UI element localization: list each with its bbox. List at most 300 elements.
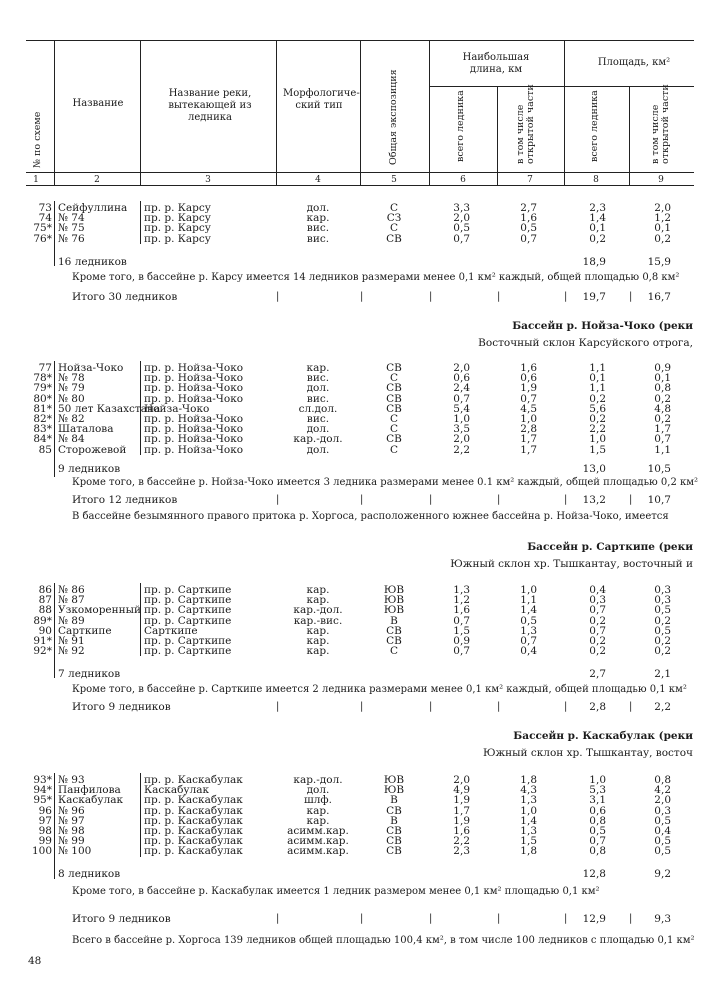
morph-type: асимм.кар. <box>287 845 349 858</box>
length-total: 1,0 <box>453 413 470 425</box>
river-name: пр. р. Карсу <box>144 212 211 225</box>
area-open: 0,5 <box>654 624 671 637</box>
length-open: 1,7 <box>520 443 537 456</box>
length-open: 0,7 <box>520 392 537 405</box>
area-total: 3,1 <box>589 794 606 807</box>
area-open: 0,1 <box>654 222 671 235</box>
length-open: 1,4 <box>520 604 537 617</box>
morph-type: сл.дол. <box>298 402 338 415</box>
column-tick: | <box>629 291 633 302</box>
area-open: 1,1 <box>654 443 671 456</box>
area-total: 0,2 <box>589 232 606 245</box>
row-number: 98 <box>38 825 52 837</box>
area-total: 1,4 <box>589 212 606 225</box>
morph-type: асимм.кар. <box>287 825 349 837</box>
header-col5: Общая экспозиция <box>388 69 399 165</box>
subtotal-area: 2,7 <box>589 668 606 680</box>
morph-type: дол. <box>306 382 330 395</box>
river-name: пр. р. Нойза-Чоко <box>144 413 244 425</box>
glacier-name: № 98 <box>58 825 85 837</box>
length-open: 1,1 <box>520 594 537 607</box>
river-name: пр. р. Сарткипе <box>144 635 232 647</box>
morph-type: вис. <box>306 222 330 235</box>
river-name: пр. р. Нойза-Чоко <box>144 392 244 405</box>
length-open: 0,5 <box>520 614 537 627</box>
glacier-name: № 76 <box>58 232 85 245</box>
length-total: 3,5 <box>453 423 470 436</box>
column-tick: | <box>629 913 633 924</box>
section-total-label: Итого 30 ледников <box>72 291 178 303</box>
river-name: пр. р. Нойза-Чоко <box>144 362 244 374</box>
row-divider <box>54 201 55 266</box>
river-name: пр. р. Нойза-Чоко <box>144 433 244 446</box>
col-divider <box>140 40 141 185</box>
row-number: 96 <box>38 804 52 817</box>
glacier-name: № 91 <box>58 635 85 647</box>
river-name: пр. р. Нойза-Чоко <box>144 372 244 385</box>
area-total: 1,0 <box>589 774 606 786</box>
area-open: 0,3 <box>654 594 671 607</box>
area-total: 0,2 <box>589 392 606 405</box>
length-total: 1,6 <box>453 604 470 617</box>
river-name: пр. р. Каскабулак <box>144 804 243 817</box>
area-open: 0,2 <box>654 614 671 627</box>
length-open: 1,8 <box>520 774 537 786</box>
column-tick: | <box>360 913 364 924</box>
glacier-name: Панфилова <box>58 784 121 797</box>
length-total: 2,3 <box>453 845 470 858</box>
area-total: 5,6 <box>589 402 606 415</box>
col-divider <box>429 40 430 185</box>
morph-type: вис. <box>306 413 330 425</box>
morph-type: кар. <box>306 362 330 374</box>
column-tick: | <box>497 291 501 302</box>
glacier-name: № 80 <box>58 392 85 405</box>
length-open: 1,9 <box>520 382 537 395</box>
length-open: 0,6 <box>520 372 537 385</box>
length-total: 2,2 <box>453 835 470 848</box>
row-number: 84* <box>33 433 52 446</box>
exposure: В <box>390 814 398 827</box>
section-total-area: 13,2 <box>582 494 606 506</box>
row-number: 93* <box>33 774 52 786</box>
river-name: пр. р. Сарткипе <box>144 584 232 596</box>
length-open: 1,6 <box>520 362 537 374</box>
area-total: 0,6 <box>589 804 606 817</box>
length-open: 0,5 <box>520 222 537 235</box>
area-open: 0,7 <box>654 433 671 446</box>
header-col1: № по схеме <box>32 111 43 168</box>
section-total-area: 19,7 <box>582 291 606 303</box>
row-divider <box>140 583 141 656</box>
exposure: СВ <box>386 382 402 395</box>
glacier-name: № 92 <box>58 645 85 658</box>
area-open: 2,0 <box>654 202 671 214</box>
area-total: 0,2 <box>589 614 606 627</box>
column-tick: | <box>429 913 433 924</box>
area-total: 0,2 <box>589 413 606 425</box>
length-open: 1,0 <box>520 413 537 425</box>
length-open: 2,8 <box>520 423 537 436</box>
col-divider <box>497 86 498 185</box>
area-open: 0,8 <box>654 774 671 786</box>
exposure: ЮВ <box>383 584 405 596</box>
glacier-name: № 89 <box>58 614 85 627</box>
row-number: 88 <box>38 604 52 617</box>
header-length-group: Наибольшая длина, км <box>462 52 530 75</box>
header-length-total: всего ледника <box>455 90 466 162</box>
glacier-name: № 97 <box>58 814 85 827</box>
exposure: СВ <box>386 635 402 647</box>
row-divider <box>54 773 55 879</box>
subtotal-label: 9 ледников <box>58 463 121 475</box>
column-number: 2 <box>94 175 100 185</box>
area-total: 0,8 <box>589 845 606 858</box>
column-tick: | <box>564 701 568 712</box>
area-open: 1,7 <box>654 423 671 436</box>
area-open: 0,2 <box>654 645 671 658</box>
morph-type: кар.-дол. <box>293 774 343 786</box>
subtotal-label: 7 ледников <box>58 668 121 680</box>
subtotal-open: 9,2 <box>654 868 671 880</box>
column-tick: | <box>564 291 568 302</box>
section-title: Бассейн р. Каскабулак (реки <box>513 730 693 742</box>
grand-total: Всего в бассейне р. Хоргоса 139 ледников общей площадью 100,4 км², в том числе 100 ледников с площадью 0,1 км² <box>72 935 695 946</box>
glacier-name: № 87 <box>58 594 85 607</box>
area-open: 0,9 <box>654 362 671 374</box>
header-col3: Название реки, вытекающей из ледника <box>168 88 252 123</box>
area-open: 0,2 <box>654 232 671 245</box>
area-open: 0,2 <box>654 413 671 425</box>
row-number: 94* <box>33 784 52 797</box>
exposure: ЮВ <box>383 604 405 617</box>
length-total: 2,0 <box>453 774 470 786</box>
length-total: 2,4 <box>453 382 470 395</box>
column-number: 8 <box>593 175 599 185</box>
morph-type: вис. <box>306 232 330 245</box>
column-number: 1 <box>33 175 39 185</box>
river-name: пр. р. Каскабулак <box>144 774 243 786</box>
column-number: 6 <box>460 175 466 185</box>
header-area-open: в том числе открытой части <box>650 84 671 164</box>
column-tick: | <box>629 494 633 505</box>
exposure: СВ <box>386 232 402 245</box>
column-tick: | <box>360 701 364 712</box>
row-number: 87 <box>38 594 52 607</box>
length-total: 1,2 <box>453 594 470 607</box>
length-total: 4,9 <box>453 784 470 797</box>
area-open: 0,3 <box>654 804 671 817</box>
area-total: 1,5 <box>589 443 606 456</box>
length-total: 0,7 <box>453 614 470 627</box>
header-col2: Название <box>72 98 124 109</box>
length-open: 2,7 <box>520 202 537 214</box>
length-total: 1,9 <box>453 814 470 827</box>
glacier-name: № 99 <box>58 835 85 848</box>
header-col4: Морфологиче-ский тип <box>283 88 360 111</box>
glacier-name: № 82 <box>58 413 85 425</box>
area-total: 2,2 <box>589 423 606 436</box>
length-open: 1,0 <box>520 804 537 817</box>
exposure: СВ <box>386 362 402 374</box>
length-open: 1,6 <box>520 212 537 225</box>
row-number: 92* <box>33 645 52 658</box>
length-open: 4,5 <box>520 402 537 415</box>
length-open: 0,4 <box>520 645 537 658</box>
col-divider <box>276 40 277 185</box>
exposure: В <box>390 614 398 627</box>
river-name: пр. р. Каскабулак <box>144 794 243 807</box>
morph-type: кар. <box>306 635 330 647</box>
exposure: С <box>389 372 399 385</box>
length-total: 5,4 <box>453 402 470 415</box>
length-open: 4,3 <box>520 784 537 797</box>
column-tick: | <box>564 494 568 505</box>
subtotal-area: 18,9 <box>582 256 606 268</box>
length-total: 1,6 <box>453 825 470 837</box>
river-name: пр. р. Каскабулак <box>144 825 243 837</box>
area-total: 0,1 <box>589 222 606 235</box>
row-number: 97 <box>38 814 52 827</box>
length-total: 2,0 <box>453 433 470 446</box>
area-total: 0,2 <box>589 635 606 647</box>
river-name: Сарткипе <box>144 624 198 637</box>
subtotal-label: 16 ледников <box>58 256 127 268</box>
row-number: 85 <box>38 443 52 456</box>
exposure: ЮВ <box>383 594 405 607</box>
row-number: 79* <box>33 382 52 395</box>
column-tick: | <box>360 291 364 302</box>
length-open: 1,5 <box>520 835 537 848</box>
section-total-open: 16,7 <box>647 291 671 303</box>
morph-type: кар.-дол. <box>293 604 343 617</box>
row-number: 77 <box>38 362 52 374</box>
column-number: 5 <box>391 175 397 185</box>
length-total: 1,5 <box>453 624 470 637</box>
exposure: С <box>389 222 399 235</box>
exposure: С <box>389 202 399 214</box>
morph-type: вис. <box>306 392 330 405</box>
morph-type: дол. <box>306 443 330 456</box>
column-tick: | <box>497 494 501 505</box>
exposure: ЮВ <box>383 784 405 797</box>
glacier-name: Нойза-Чоко <box>58 362 124 374</box>
morph-type: шлф. <box>304 794 332 807</box>
river-name: пр. р. Каскабулак <box>144 814 243 827</box>
section-note: Кроме того, в бассейне р. Сарткипе имеется 2 ледника размерами менее 0,1 км² каждый, общей площадью 0,1 км² <box>72 684 687 695</box>
row-number: 99 <box>38 835 52 848</box>
morph-type: дол. <box>306 784 330 797</box>
column-number: 9 <box>658 175 664 185</box>
row-number: 80* <box>33 392 52 405</box>
glacier-name: № 86 <box>58 584 85 596</box>
column-tick: | <box>276 291 280 302</box>
row-number: 76* <box>33 232 52 245</box>
column-number: 7 <box>527 175 533 185</box>
area-total: 0,7 <box>589 835 606 848</box>
subtotal-open: 10,5 <box>647 463 671 475</box>
column-tick: | <box>429 291 433 302</box>
length-total: 0,9 <box>453 635 470 647</box>
row-divider <box>54 361 55 477</box>
exposure: С <box>389 645 399 658</box>
section-total-label: Итого 9 ледников <box>72 913 171 925</box>
area-total: 0,5 <box>589 825 606 837</box>
morph-type: кар.-вис. <box>293 614 343 627</box>
col-divider <box>564 40 565 185</box>
length-total: 2,0 <box>453 362 470 374</box>
morph-type: кар. <box>306 645 330 658</box>
glacier-name: № 100 <box>58 845 92 858</box>
exposure: В <box>390 794 398 807</box>
morph-type: кар. <box>306 624 330 637</box>
river-name: пр. р. Карсу <box>144 232 211 245</box>
morph-type: кар. <box>306 212 330 225</box>
river-name: пр. р. Сарткипе <box>144 594 232 607</box>
length-open: 0,7 <box>520 635 537 647</box>
subtotal-open: 15,9 <box>647 256 671 268</box>
area-total: 0,8 <box>589 814 606 827</box>
column-tick: | <box>497 913 501 924</box>
header-num-rule <box>26 185 694 186</box>
glacier-name: Узкоморенный <box>58 604 141 617</box>
area-total: 0,1 <box>589 372 606 385</box>
row-divider <box>54 583 55 678</box>
area-open: 0,5 <box>654 835 671 848</box>
morph-type: кар. <box>306 814 330 827</box>
exposure: С <box>389 443 399 456</box>
section-extra-note: В бассейне безымянного правого притока р. Хоргоса, расположенного южнее бассейна р. Нойза-Чоко, имеется <box>72 511 669 522</box>
glacier-name: № 93 <box>58 774 85 786</box>
river-name: Нойза-Чоко <box>144 402 210 415</box>
area-open: 0,3 <box>654 584 671 596</box>
length-total: 1,9 <box>453 794 470 807</box>
glacier-name: Шаталова <box>58 423 114 436</box>
exposure: СВ <box>386 402 402 415</box>
river-name: пр. р. Нойза-Чоко <box>144 382 244 395</box>
length-total: 1,7 <box>453 804 470 817</box>
column-tick: | <box>360 494 364 505</box>
river-name: пр. р. Сарткипе <box>144 614 232 627</box>
section-subtitle: Восточный склон Карсуйского отрога, <box>478 337 693 349</box>
length-open: 1,8 <box>520 845 537 858</box>
length-total: 3,3 <box>453 202 470 214</box>
row-number: 82* <box>33 413 52 425</box>
glacier-name: № 74 <box>58 212 85 225</box>
section-total-open: 2,2 <box>654 701 671 713</box>
column-tick: | <box>276 701 280 712</box>
section-note: Кроме того, в бассейне р. Карсу имеется 14 ледников размерами менее 0,1 км² каждый, общей площадью 0,8 км² <box>72 272 680 283</box>
length-total: 0,5 <box>453 222 470 235</box>
morph-type: дол. <box>306 202 330 214</box>
column-tick: | <box>497 701 501 712</box>
page-number: 48 <box>28 955 42 967</box>
length-open: 0,7 <box>520 232 537 245</box>
exposure: СВ <box>386 392 402 405</box>
glacier-name: Каскабулак <box>58 794 124 807</box>
length-open: 1,3 <box>520 624 537 637</box>
row-number: 86 <box>38 584 52 596</box>
river-name: Каскабулак <box>144 784 210 797</box>
subtotal-area: 13,0 <box>582 463 606 475</box>
row-divider <box>140 201 141 244</box>
column-tick: | <box>564 913 568 924</box>
area-open: 4,2 <box>654 784 671 797</box>
area-open: 2,0 <box>654 794 671 807</box>
glacier-name: № 78 <box>58 372 85 385</box>
column-tick: | <box>629 701 633 712</box>
exposure: СВ <box>386 804 402 817</box>
length-total: 2,2 <box>453 443 470 456</box>
area-total: 0,4 <box>589 584 606 596</box>
section-total-label: Итого 9 ледников <box>72 701 171 713</box>
row-number: 73 <box>38 202 52 214</box>
area-total: 1,1 <box>589 362 606 374</box>
area-open: 0,5 <box>654 604 671 617</box>
row-number: 91* <box>33 635 52 647</box>
river-name: пр. р. Каскабулак <box>144 835 243 848</box>
column-number: 3 <box>205 175 211 185</box>
column-number: 4 <box>315 175 321 185</box>
exposure: СВ <box>386 845 402 858</box>
area-open: 4,8 <box>654 402 671 415</box>
area-open: 0,1 <box>654 372 671 385</box>
area-total: 1,1 <box>589 382 606 395</box>
section-note: Кроме того, в бассейне р. Нойза-Чоко имеется 3 ледника размерами менее 0.1 км² каждый, общей площадью 0,2 км² <box>72 477 699 488</box>
section-total-area: 12,9 <box>582 913 606 925</box>
section-note: Кроме того, в бассейне р. Каскабулак имеется 1 ледник размером менее 0,1 км² площадью 0,1 км² <box>72 886 600 897</box>
area-open: 0,8 <box>654 382 671 395</box>
river-name: пр. р. Сарткипе <box>144 604 232 617</box>
header-area-total: всего ледника <box>589 90 600 162</box>
length-open: 1,7 <box>520 433 537 446</box>
column-tick: | <box>429 701 433 712</box>
row-divider <box>140 773 141 857</box>
header-area-group: Площадь, км² <box>597 57 671 68</box>
row-number: 100 <box>31 845 52 858</box>
river-name: пр. р. Карсу <box>144 222 211 235</box>
river-name: пр. р. Сарткипе <box>144 645 232 658</box>
area-total: 0,7 <box>589 624 606 637</box>
exposure: ЮВ <box>383 774 405 786</box>
exposure: СВ <box>386 825 402 837</box>
exposure: С <box>389 413 399 425</box>
glacier-name: 50 лет Казахстана <box>58 402 161 415</box>
row-number: 89* <box>33 614 52 627</box>
area-total: 1,0 <box>589 433 606 446</box>
row-number: 90 <box>38 624 52 637</box>
glacier-name: № 75 <box>58 222 85 235</box>
length-total: 1,3 <box>453 584 470 596</box>
length-open: 1,0 <box>520 584 537 596</box>
section-total-label: Итого 12 ледников <box>72 494 178 506</box>
area-open: 0,2 <box>654 635 671 647</box>
exposure: СВ <box>386 835 402 848</box>
area-open: 0,5 <box>654 814 671 827</box>
glacier-name: № 79 <box>58 382 85 395</box>
exposure: СВ <box>386 624 402 637</box>
row-number: 83* <box>33 423 52 436</box>
morph-type: кар. <box>306 584 330 596</box>
subtotal-open: 2,1 <box>654 668 671 680</box>
length-open: 1,3 <box>520 794 537 807</box>
area-open: 0,2 <box>654 392 671 405</box>
section-subtitle: Южный склон хр. Тышкантау, восточ <box>482 747 693 759</box>
river-name: пр. р. Нойза-Чоко <box>144 423 244 436</box>
section-title: Бассейн р. Нойза-Чоко (реки <box>512 320 693 332</box>
glacier-name: № 96 <box>58 804 85 817</box>
area-total: 0,2 <box>589 645 606 658</box>
